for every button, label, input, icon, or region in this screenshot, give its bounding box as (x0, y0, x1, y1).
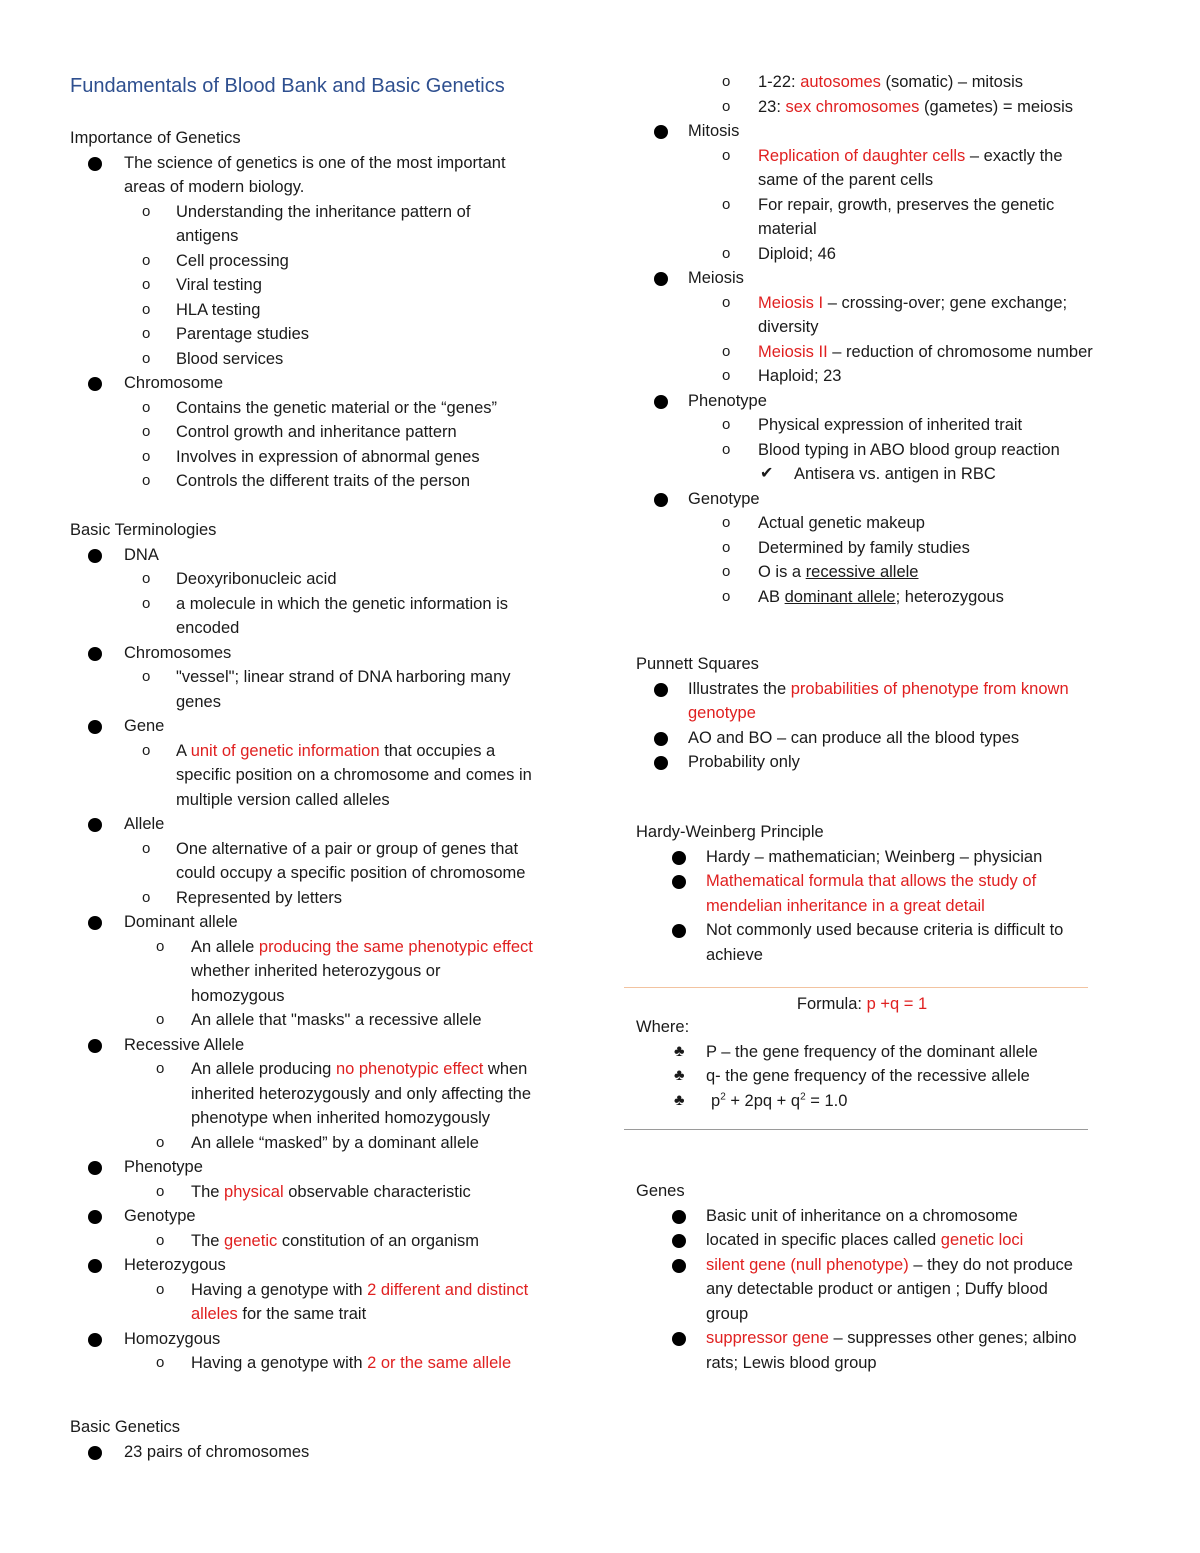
bullet-icon (654, 683, 668, 697)
list-item: ♣ $p^2 + 2pq + q^2 = 1.0$ (636, 1089, 1136, 1114)
section-heading-basic-genetics: Basic Genetics (70, 1418, 181, 1436)
list-item: located in specific places called genetic loci (636, 1228, 1136, 1253)
bullet-icon (672, 1259, 686, 1273)
list-item: The science of genetics is one of the most important (70, 151, 590, 176)
bullet-icon (654, 756, 668, 770)
list-item: Probability only (636, 750, 1136, 775)
list-subitem: o Viral testing (70, 273, 590, 298)
bullet-icon (672, 1210, 686, 1224)
circle-bullet-icon: o (156, 1354, 165, 1371)
list-item: Gene (70, 714, 590, 739)
list-subitem: o Having a genotype with 2 different and distinct (70, 1278, 590, 1303)
list-item: ♣ q- the gene frequency of the recessive allele (636, 1064, 1136, 1089)
list-subitem: o Physical expression of inherited trait (636, 413, 1136, 438)
list-subitem: o Contains the genetic material or the “genes” (70, 396, 590, 421)
bullet-icon (672, 1332, 686, 1346)
bullet-icon (88, 377, 102, 391)
list-subitem: o Deoxyribonucleic acid (70, 567, 590, 592)
circle-bullet-icon: o (722, 97, 731, 115)
list-item-cont: genotype (688, 704, 756, 722)
list-subitem: o Blood typing in ABO blood group reaction (636, 438, 1136, 463)
list-item: Basic unit of inheritance on a chromosome (636, 1204, 1136, 1229)
formula-bottom-divider (624, 1129, 1088, 1130)
circle-bullet-icon: o (142, 349, 151, 367)
list-item: Allele (70, 812, 590, 837)
list-subitem-cont: encoded (176, 619, 240, 637)
circle-bullet-icon: o (722, 367, 731, 384)
list-subitem: o Parentage studies (70, 322, 590, 347)
list-subsubitem: ✔ Antisera vs. antigen in RBC (636, 462, 1136, 487)
list-subitem: o An allele producing the same phenotypic effect (70, 935, 590, 960)
list-subitem: o Determined by family studies (636, 536, 1136, 561)
bullet-icon (672, 875, 686, 889)
list-subitem: o Blood services (70, 347, 590, 372)
list-item-cont: areas of modern biology. (124, 178, 305, 196)
list-subitem: o Involves in expression of abnormal genes (70, 445, 590, 470)
genes-section (636, 1179, 1136, 1375)
list-subitem: o Control growth and inheritance pattern (70, 420, 590, 445)
circle-bullet-icon: o (142, 594, 151, 612)
circle-bullet-icon: o (142, 276, 151, 293)
list-subitem: o Having a genotype with 2 or the same allele (70, 1351, 590, 1376)
list-subitem: o Cell processing (70, 249, 590, 274)
list-item: Chromosome (70, 371, 590, 396)
section-heading-basic-terminologies: Basic Terminologies (70, 521, 217, 539)
circle-bullet-icon: o (156, 937, 165, 955)
bullet-icon (88, 916, 102, 930)
section-heading-punnett: Punnett Squares (636, 655, 759, 673)
list-subitem: o Diploid; 46 (636, 242, 1136, 267)
punnett-section (636, 652, 1136, 775)
list-subitem: o An allele “masked” by a dominant allele (70, 1131, 590, 1156)
section-heading-hardy-weinberg: Hardy-Weinberg Principle (636, 823, 824, 841)
bullet-icon (88, 1161, 102, 1175)
list-subitem: o An allele that "masks" a recessive allele (70, 1008, 590, 1033)
circle-bullet-icon: o (722, 416, 731, 433)
bullet-icon (88, 1210, 102, 1224)
list-item: Chromosomes (70, 641, 590, 666)
basic-genetics-start (70, 1415, 590, 1464)
list-item: AO and BO – can produce all the blood types (636, 726, 1136, 751)
right-column (636, 70, 1136, 609)
bullet-icon (654, 732, 668, 746)
list-subitem-cont: multiple version called alleles (176, 790, 390, 809)
list-item: suppressor gene – suppresses other genes; albino (636, 1326, 1136, 1351)
list-subitem-cont: antigens (176, 227, 239, 245)
list-subitem: o Meiosis II – reduction of chromosome number (636, 340, 1136, 365)
bullet-icon (88, 818, 102, 832)
list-subitem: o Meiosis I – crossing-over; gene exchange; (636, 291, 1136, 316)
list-subitem: o An allele producing no phenotypic effect when (70, 1057, 590, 1082)
circle-bullet-icon: o (156, 1182, 165, 1200)
circle-bullet-icon: o (722, 563, 731, 580)
list-subitem-cont: could occupy a specific position of chromosome (176, 864, 526, 882)
list-subitem: o One alternative of a pair or group of genes that (70, 837, 590, 862)
list-subitem-cont: homozygous (191, 986, 285, 1005)
list-subitem-cont: same of the parent cells (758, 171, 934, 189)
list-item: Hardy – mathematician; Weinberg – physician (636, 845, 1136, 870)
bullet-icon (88, 1259, 102, 1273)
list-item: Illustrates the probabilities of phenotype from known (636, 677, 1136, 702)
bullet-icon (88, 1039, 102, 1053)
hardy-weinberg-section (636, 820, 1136, 967)
list-item-cont: achieve (706, 945, 763, 964)
bullet-icon (88, 549, 102, 563)
where-label: Where: (636, 1018, 690, 1036)
list-item: Genotype (70, 1204, 590, 1229)
section-heading-importance: Importance of Genetics (70, 129, 241, 147)
circle-bullet-icon: o (142, 839, 151, 857)
circle-bullet-icon: o (156, 1060, 165, 1077)
list-item: Not commonly used because criteria is difficult to (636, 918, 1136, 943)
circle-bullet-icon: o (142, 668, 151, 685)
list-subitem-cont: phenotype when inherited homozygously (191, 1109, 491, 1127)
list-item: ♣ P – the gene frequency of the dominant allele (636, 1040, 1136, 1065)
list-subitem: o The genetic constitution of an organism (70, 1229, 590, 1254)
circle-bullet-icon: o (722, 538, 731, 556)
list-item: Meiosis (636, 266, 1136, 291)
list-item: Mitosis (636, 119, 1136, 144)
list-item: Mathematical formula that allows the study of (636, 869, 1136, 894)
circle-bullet-icon: o (156, 1133, 165, 1151)
list-subitem: o O is a recessive allele (636, 560, 1136, 585)
list-subitem: o A unit of genetic information that occupies a (70, 739, 590, 764)
list-subitem: o 23: sex chromosomes (gametes) = meiosis (636, 95, 1136, 120)
list-subitem: o Understanding the inheritance pattern of (70, 200, 590, 225)
list-item: Phenotype (636, 389, 1136, 414)
left-column (70, 72, 590, 1376)
bullet-icon (654, 493, 668, 507)
list-subitem: o Replication of daughter cells – exactly the (636, 144, 1136, 169)
list-item: Dominant allele (70, 910, 590, 935)
list-item-cont: mendelian inheritance in a great detail (706, 896, 985, 915)
circle-bullet-icon: o (156, 1011, 165, 1028)
bullet-icon (88, 1333, 102, 1347)
list-subitem: o Controls the different traits of the person (70, 469, 590, 494)
bullet-icon (672, 924, 686, 938)
circle-bullet-icon: o (142, 325, 151, 342)
list-subitem-cont: material (758, 220, 817, 238)
bullet-icon (672, 851, 686, 865)
bullet-icon (88, 1446, 102, 1460)
section-heading-genes: Genes (636, 1182, 685, 1200)
list-subitem-cont: whether inherited heterozygous or (191, 962, 441, 980)
list-subitem-cont: inherited heterozygously and only affecting the (191, 1084, 532, 1103)
list-item: Recessive Allele (70, 1033, 590, 1058)
circle-bullet-icon: o (142, 472, 151, 489)
list-subitem: o a molecule in which the genetic information is (70, 592, 590, 617)
list-item: silent gene (null phenotype) – they do not produce (636, 1253, 1136, 1278)
club-icon: ♣ (674, 1042, 685, 1060)
circle-bullet-icon: o (142, 888, 151, 906)
circle-bullet-icon: o (722, 440, 731, 458)
list-subitem: o "vessel"; linear strand of DNA harboring many (70, 665, 590, 690)
bullet-icon (88, 647, 102, 661)
bullet-icon (88, 720, 102, 734)
list-subitem: o Represented by letters (70, 886, 590, 911)
circle-bullet-icon: o (142, 251, 151, 269)
bullet-icon (672, 1234, 686, 1248)
list-subitem: o Actual genetic makeup (636, 511, 1136, 536)
circle-bullet-icon: o (722, 293, 731, 311)
list-subitem-cont: specific position on a chromosome and comes in (176, 766, 532, 784)
circle-bullet-icon: o (142, 447, 151, 465)
list-subitem-cont: genes (176, 692, 221, 711)
circle-bullet-icon: o (722, 195, 731, 213)
list-item: Homozygous (70, 1327, 590, 1352)
circle-bullet-icon: o (142, 300, 151, 318)
bullet-icon (654, 272, 668, 286)
page-title: Fundamentals of Blood Bank and Basic Genetics (70, 75, 505, 97)
list-item: 23 pairs of chromosomes (70, 1440, 590, 1465)
list-subitem: o AB dominant allele; heterozygous (636, 585, 1136, 610)
circle-bullet-icon: o (722, 514, 731, 531)
list-item: DNA (70, 543, 590, 568)
circle-bullet-icon: o (722, 587, 731, 605)
list-item-cont: group (706, 1304, 749, 1323)
circle-bullet-icon: o (722, 146, 731, 164)
list-subitem: o 1-22: autosomes (somatic) – mitosis (636, 70, 1136, 95)
formula-where (636, 1015, 1136, 1113)
circle-bullet-icon: o (142, 398, 151, 416)
club-icon: ♣ (674, 1091, 685, 1109)
formula-line: Formula: p +q = 1 (796, 995, 928, 1013)
list-subitem: o HLA testing (70, 298, 590, 323)
bullet-icon (654, 125, 668, 139)
list-subitem-cont: alleles for the same trait (191, 1305, 367, 1323)
check-icon: ✔ (760, 465, 774, 482)
bullet-icon (654, 395, 668, 409)
circle-bullet-icon: o (142, 202, 151, 220)
club-icon: ♣ (674, 1067, 685, 1084)
list-subitem: o Haploid; 23 (636, 364, 1136, 389)
list-item: Genotype (636, 487, 1136, 512)
list-item-cont: rats; Lewis blood group (706, 1353, 877, 1372)
circle-bullet-icon: o (142, 423, 151, 440)
list-item-cont: any detectable product or antigen ; Duffy blood (706, 1280, 1048, 1298)
list-subitem-cont: diversity (758, 318, 819, 336)
formula-top-divider (624, 987, 1088, 988)
circle-bullet-icon: o (722, 73, 731, 90)
circle-bullet-icon: o (142, 741, 151, 759)
list-item: Phenotype (70, 1155, 590, 1180)
list-item: Heterozygous (70, 1253, 590, 1278)
bullet-icon (88, 157, 102, 171)
circle-bullet-icon: o (142, 570, 151, 587)
list-subitem: o For repair, growth, preserves the genetic (636, 193, 1136, 218)
circle-bullet-icon: o (722, 244, 731, 262)
list-subitem: o The physical observable characteristic (70, 1180, 590, 1205)
circle-bullet-icon: o (156, 1280, 165, 1298)
circle-bullet-icon: o (156, 1231, 165, 1249)
circle-bullet-icon: o (722, 342, 731, 360)
